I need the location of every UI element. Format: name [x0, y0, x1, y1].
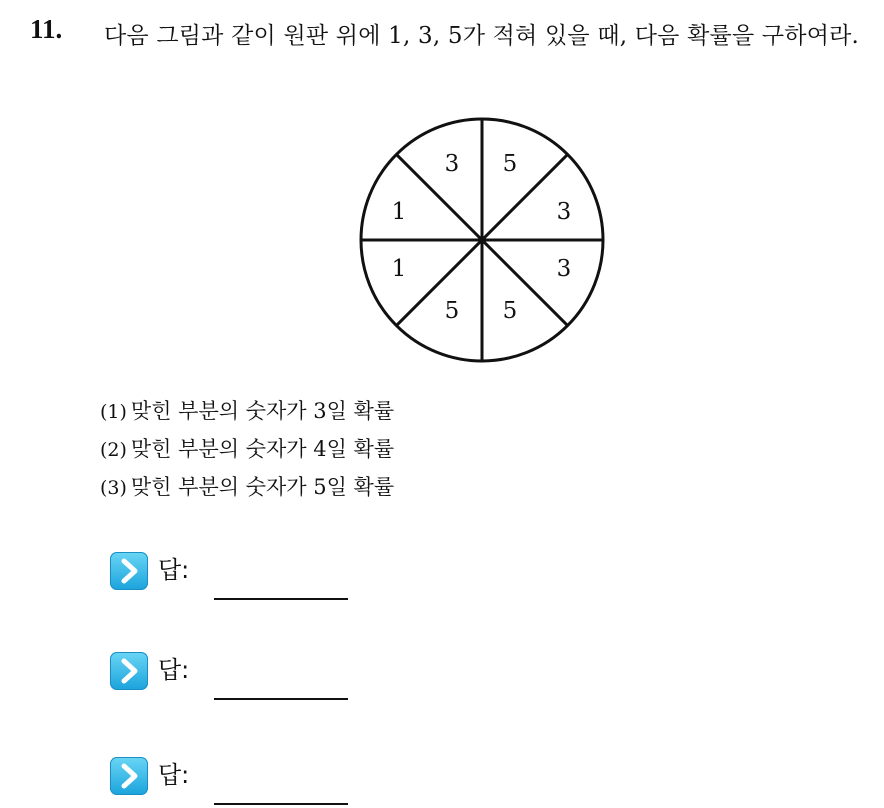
- spinner-wheel: [356, 114, 608, 366]
- sector-label: 5: [444, 298, 460, 324]
- answer-blank[interactable]: [214, 598, 348, 600]
- sector-label: 5: [502, 298, 518, 324]
- answer-label: 답:: [158, 656, 190, 684]
- answer-label: 답:: [158, 556, 190, 584]
- chevron-right-icon: [110, 652, 148, 690]
- sub-question-list: [100, 392, 394, 506]
- sector-label: 3: [556, 256, 572, 282]
- sector-label: 1: [391, 256, 407, 282]
- answer-blank[interactable]: [214, 698, 348, 700]
- answer-label: 답:: [158, 761, 190, 789]
- sub-question-1: [100, 392, 394, 430]
- sub-question-text: 맞힌 부분의 숫자가 4일 확률: [130, 437, 395, 461]
- sector-label: 1: [391, 199, 407, 225]
- sub-question-2: [100, 430, 394, 468]
- answer-row-1: [110, 552, 370, 602]
- sub-question-marker: (2): [100, 439, 127, 461]
- answer-blank[interactable]: [214, 803, 348, 805]
- sub-question-3: [100, 468, 394, 506]
- sub-question-marker: (3): [100, 477, 127, 499]
- chevron-right-icon: [110, 552, 148, 590]
- problem-number: 11.: [30, 14, 63, 44]
- chevron-right-icon: [110, 757, 148, 795]
- sector-label: 5: [502, 151, 518, 177]
- sub-question-marker: (1): [100, 401, 127, 423]
- sub-question-text: 맞힌 부분의 숫자가 5일 확률: [130, 475, 395, 499]
- answer-row-3: [110, 757, 370, 807]
- sector-label: 3: [556, 199, 572, 225]
- sub-question-text: 맞힌 부분의 숫자가 3일 확률: [130, 399, 395, 423]
- answer-row-2: [110, 652, 370, 702]
- sector-label: 3: [444, 151, 460, 177]
- problem-statement: 다음 그림과 같이 원판 위에 1, 3, 5가 적혀 있을 때, 다음 확률을 구하여라.: [104, 23, 860, 49]
